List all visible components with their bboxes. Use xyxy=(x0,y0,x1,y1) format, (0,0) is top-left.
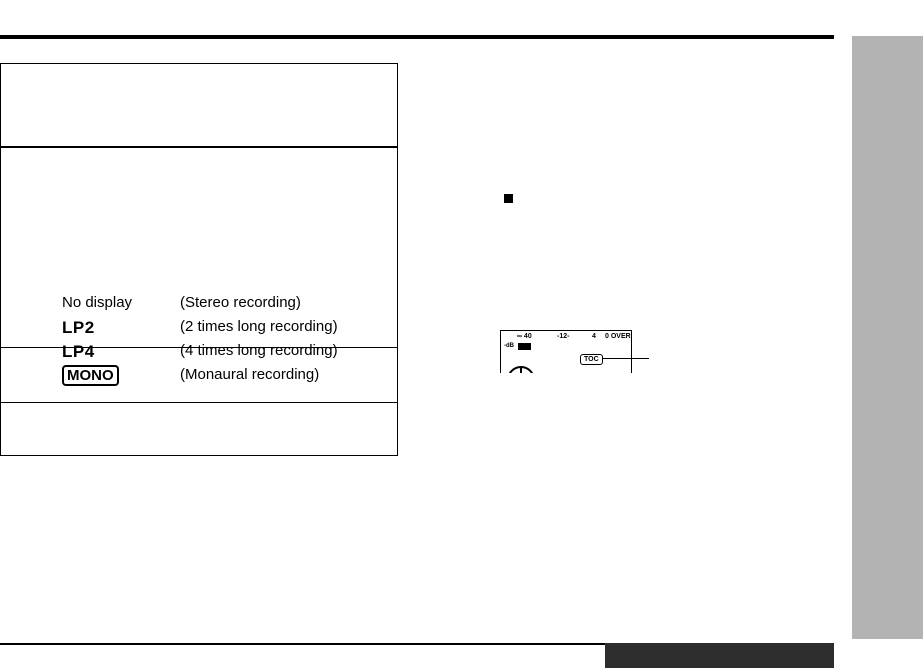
top-rule xyxy=(0,35,834,39)
mode-key: MONO xyxy=(62,365,119,386)
mode-description: (Stereo recording) xyxy=(180,294,301,311)
settings-table xyxy=(0,63,398,456)
toc-indicator: TOC xyxy=(580,354,603,365)
footer-bar xyxy=(605,643,834,668)
table-row xyxy=(1,347,397,402)
callout-line xyxy=(602,358,649,359)
level-label: 4 xyxy=(592,333,596,340)
db-label: -dB xyxy=(504,343,514,349)
mode-description: (Monaural recording) xyxy=(180,366,320,383)
level-meter-bar xyxy=(518,343,531,350)
stop-icon xyxy=(504,194,513,203)
table-row xyxy=(1,402,397,456)
mode-key: LP4 xyxy=(62,342,95,361)
level-label: ∞ 40 xyxy=(517,333,532,340)
level-label: 0 OVER xyxy=(605,333,631,340)
md-display-illustration xyxy=(500,330,632,373)
mode-description: (2 times long recording) xyxy=(180,318,338,335)
mode-key: No display xyxy=(62,294,133,311)
disc-icon xyxy=(507,366,535,373)
table-row xyxy=(1,64,397,147)
mode-key: LP2 xyxy=(62,318,95,337)
mode-description: (4 times long recording) xyxy=(180,342,338,359)
level-label: -12- xyxy=(557,333,570,340)
side-tab xyxy=(852,36,923,639)
table-row-recording-modes xyxy=(1,147,397,384)
